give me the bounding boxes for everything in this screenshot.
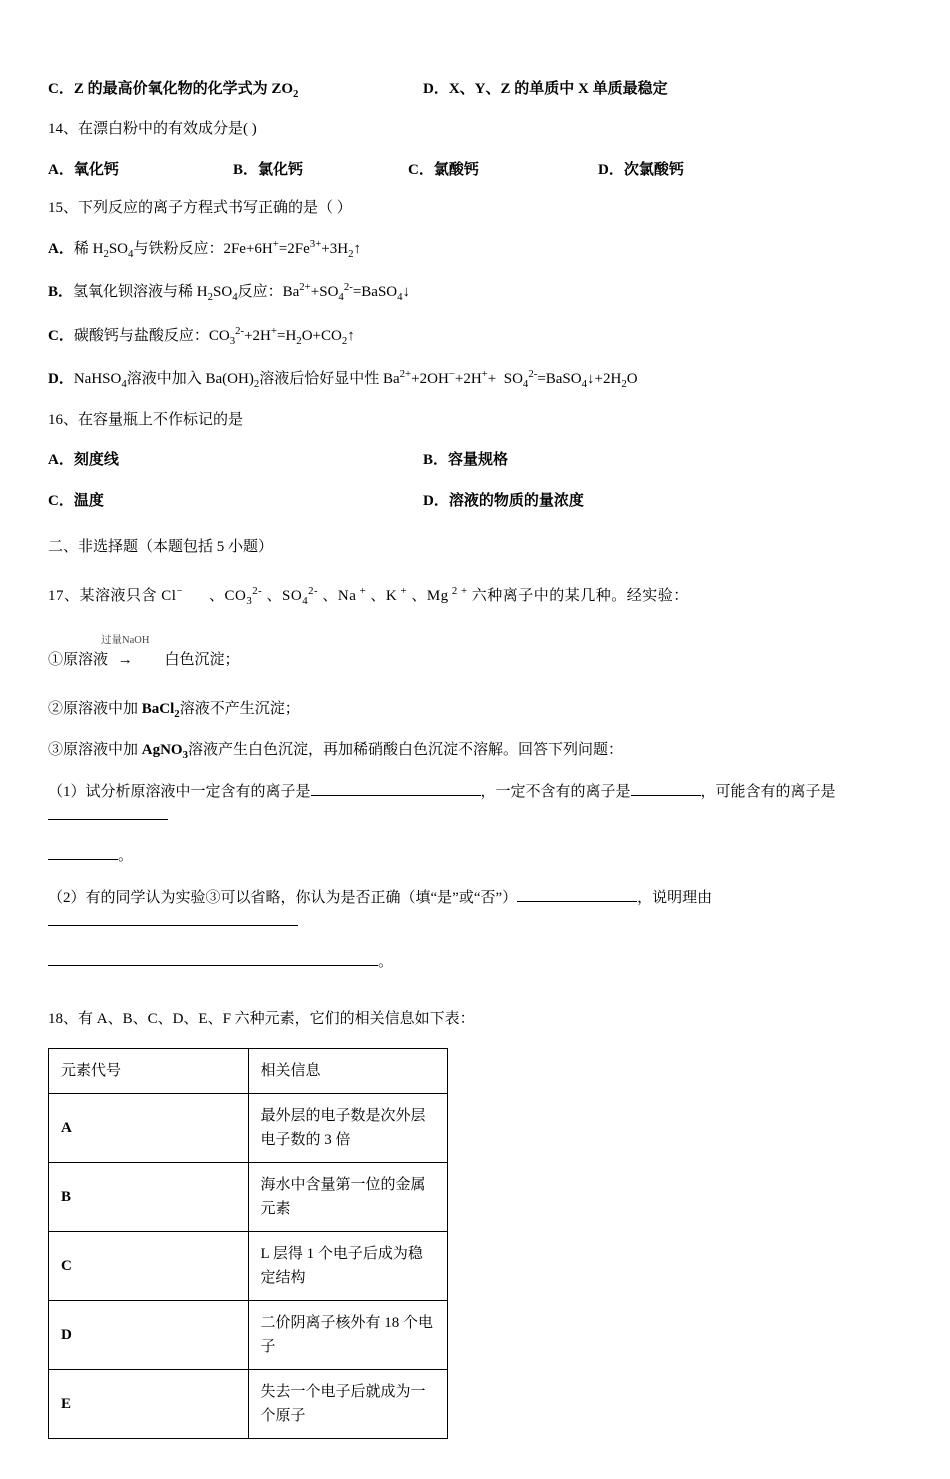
q15-option-b: B．氢氧化钡溶液与稀 $H_2SO_4$反应：$Ba^{2+}+SO_4^{2-}=BaSO_4↓$	[48, 281, 411, 304]
q14-option-b: B．氯化钙	[233, 161, 304, 178]
element-code-d: D	[49, 1300, 249, 1369]
q17-step-3: ③原溶液中加 AgNO$_3$溶液产生白色沉淀，再加稀硝酸白色沉淀不溶解。回答下列问题：	[48, 741, 624, 761]
q17-sub-1-cont: 。	[48, 844, 902, 868]
answer-blank[interactable]	[311, 795, 481, 796]
q13-option-d: D．X、Y、Z 的单质中 X 单质最稳定	[423, 81, 668, 97]
element-info-table	[48, 1048, 448, 1439]
answer-blank[interactable]	[631, 795, 701, 796]
q16-option-d: D．溶液的物质的量浓度	[423, 493, 584, 510]
question-18-stem: 18、有 A、B、C、D、E、F 六种元素，它们的相关信息如下表：	[48, 1011, 475, 1027]
q14-option-d: D．次氯酸钙	[598, 161, 684, 178]
q17-sub-1: （1）试分析原溶液中一定含有的离子是 ，一定不含有的离子是 ，可能含有的离子是	[48, 780, 902, 828]
question-14-options	[48, 158, 902, 179]
element-code-c: C	[49, 1231, 249, 1300]
question-16-stem: 16、在容量瓶上不作标记的是	[48, 411, 244, 428]
answer-blank[interactable]	[48, 925, 298, 926]
q16-option-c: C．温度	[48, 493, 104, 510]
answer-blank[interactable]	[48, 965, 378, 966]
q14-option-a: A．氧化钙	[48, 161, 119, 178]
q14-option-c: C．氯酸钙	[408, 161, 479, 178]
q13-option-c: C．Z 的最高价氧化物的化学式为 $ZO_2$	[48, 81, 299, 100]
question-16-options-row2	[48, 489, 902, 510]
element-code-e: E	[49, 1369, 249, 1438]
question-15-stem: 15、下列反应的离子方程式书写正确的是（ ）	[48, 199, 352, 216]
table-row	[49, 1231, 448, 1300]
element-code-b: B	[49, 1162, 249, 1231]
q15-option-c: C．碳酸钙与盐酸反应：$CO_3^{2-}+2H^+=H_2O+CO_2↑$	[48, 324, 355, 347]
question-17-stem: 17、某溶液只含 Cl− 、$CO_3^{2-}$ 、$SO_4^{2-}$ 、Na + 、K + 、Mg $^{2 +}$ 六种离子中的某几种。经实验：	[48, 584, 689, 607]
q17-step-2: ②原溶液中加 BaCl$_2$溶液不产生沉淀；	[48, 700, 300, 720]
element-info-e: 失去一个电子后就成为一个原子	[248, 1369, 448, 1438]
q15-option-d: D．NaHSO$_4$溶液中加入 $Ba(OH)_2$溶液后恰好显中性 $Ba^{2+}+2OH^-+2H^++$ $SO_4^{2-}=BaSO_4↓+2H_2O$	[48, 367, 638, 390]
table-row	[49, 1369, 448, 1438]
table-header-info: 相关信息	[248, 1048, 448, 1093]
element-info-c: L 层得 1 个电子后成为稳定结构	[248, 1231, 448, 1300]
q13-option-c-subscript: 2	[293, 88, 299, 100]
table-row	[49, 1162, 448, 1231]
section-2-title: 二、非选择题（本题包括 5 小题）	[48, 539, 274, 556]
q17-step-1: ①原溶液 过量NaOH → 白色沉淀；	[48, 649, 902, 672]
table-row	[49, 1300, 448, 1369]
element-info-a: 最外层的电子数是次外层电子数的 3 倍	[248, 1093, 448, 1162]
q15-option-a: A．稀 $H_2SO_4$与铁粉反应：$2Fe+6H^+=2Fe^{3+}+3H_2↑$	[48, 238, 361, 261]
element-info-b: 海水中含量第一位的金属元素	[248, 1162, 448, 1231]
q16-option-a: A．刻度线	[48, 452, 119, 469]
q17-sub-2: （2）有的同学认为实验③可以省略，你认为是否正确（填“是”或“否”） ，说明理由	[48, 886, 902, 934]
element-code-a: A	[49, 1093, 249, 1162]
question-14-stem: 14、在漂白粉中的有效成分是( )	[48, 121, 257, 138]
question-13-options	[48, 78, 902, 102]
q16-option-b: B．容量规格	[423, 452, 509, 469]
q17-sub-2-cont: 。	[48, 950, 902, 974]
table-row	[49, 1093, 448, 1162]
reaction-arrow-icon: 过量NaOH →	[101, 635, 150, 669]
arrow-label: 过量NaOH	[101, 635, 150, 647]
element-info-d: 二价阴离子核外有 18 个电子	[248, 1300, 448, 1369]
answer-blank[interactable]	[48, 859, 118, 860]
table-header-row	[49, 1048, 448, 1093]
answer-blank[interactable]	[517, 901, 637, 902]
table-header-code: 元素代号	[49, 1048, 249, 1093]
answer-blank[interactable]	[48, 819, 168, 820]
question-16-options-row1	[48, 448, 902, 469]
